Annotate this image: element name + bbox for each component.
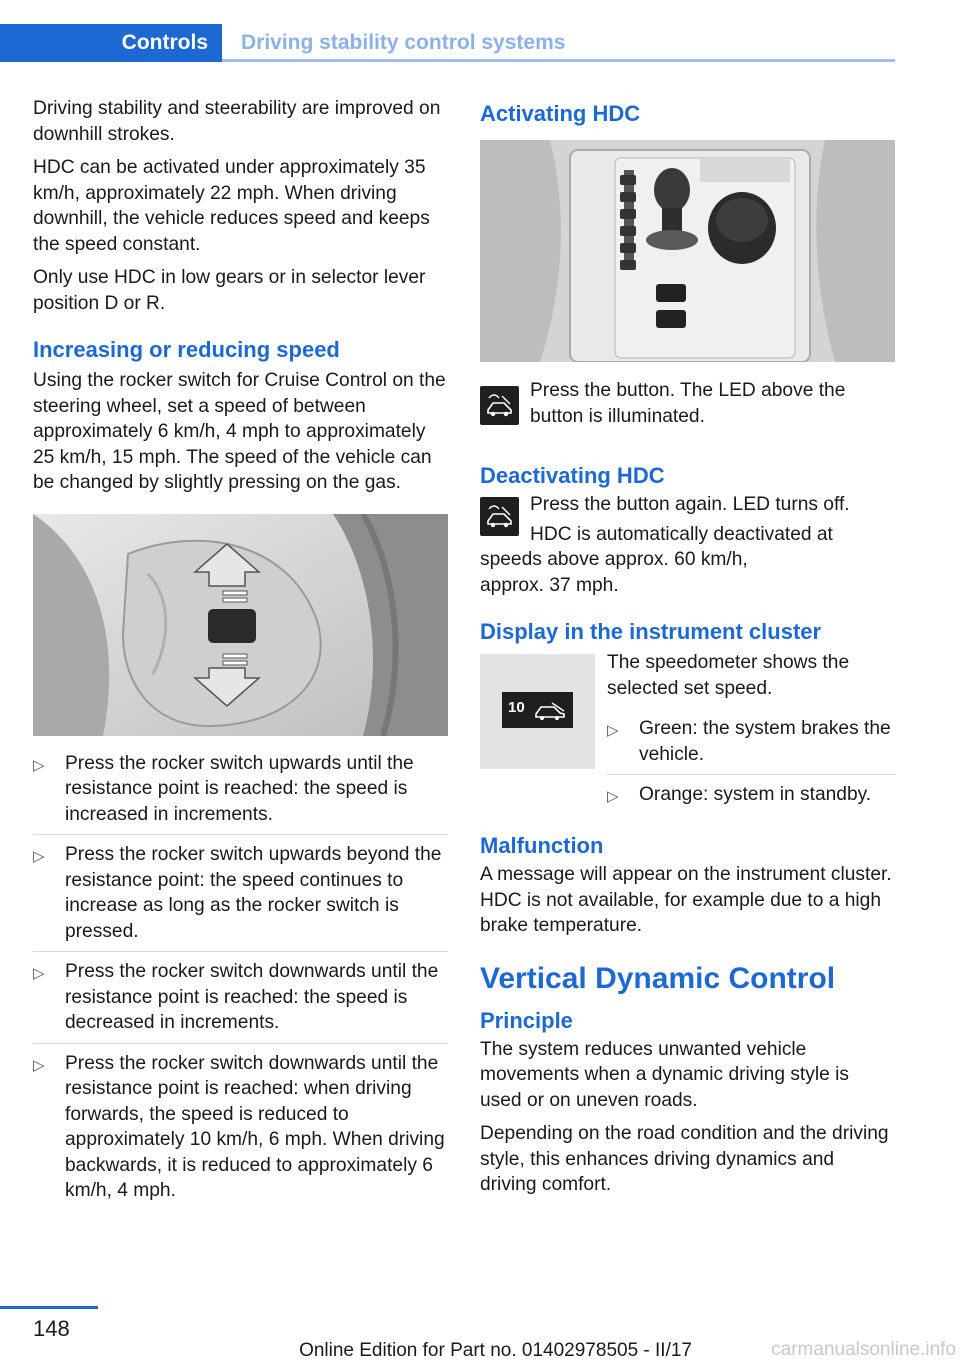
list-item: ▷ Press the rocker switch upwards beyond the resistance point: the speed continues to increase as long as the rocker switch is pressed. [33, 835, 448, 952]
activating-text: Press the button. The LED above the button is illuminated. [530, 380, 846, 427]
cluster-display-image [480, 654, 595, 769]
triangle-bullet-icon: ▷ [607, 788, 619, 805]
display-section [480, 650, 895, 810]
page-header [0, 24, 895, 62]
vdc-heading: Vertical Dynamic Control [480, 961, 836, 995]
section-title: Driving stability control systems [241, 31, 566, 54]
intro-paragraph-2: HDC can be activated under approximately 35 km/h, approximately 22 mph. When driving downhill, the vehicle reduces speed and keeps the speed constant. [33, 157, 430, 255]
triangle-bullet-icon: ▷ [33, 756, 45, 774]
list-item: ▷ Green: the system brakes the vehicle. [607, 709, 895, 775]
speed-paragraph: Using the rocker switch for Cruise Control on the steering wheel, set a speed of between approximately 6 km/h, 4 mph to approximately 25 km/h, 15 mph. The speed of the vehicle can be changed by slightly pressing on the gas. [33, 370, 446, 493]
principle-heading: Principle [480, 1007, 573, 1033]
display-text: The speedometer shows the selected set speed. [607, 652, 850, 699]
intro-paragraph-3: Only use HDC in low gears or in selector lever position D or R. [33, 267, 426, 314]
list-item: ▷ Orange: system in standby. [607, 775, 895, 815]
center-console-photo [480, 140, 895, 362]
header-rule [222, 59, 895, 62]
rocker-switch-photo [33, 514, 448, 736]
list-item: ▷ Press the rocker switch upwards until the resistance point is reached: the speed is increased in increments. [33, 744, 448, 836]
malfunction-heading: Malfunction [480, 833, 604, 858]
edition-label: Online Edition for Part no. 01402978505 - II/17 [299, 1340, 692, 1361]
hdc-button-icon [480, 386, 519, 425]
deactivating-heading: Deactivating HDC [480, 463, 665, 488]
hdc-button-icon [480, 497, 519, 536]
footer-rule [0, 1306, 98, 1309]
display-status-list [607, 709, 895, 815]
chapter-label: Controls [121, 31, 208, 54]
deactivating-text-2b: speeds above approx. 60 km/h, approx. 37 mph. [480, 549, 748, 596]
list-item: ▷ Press the rocker switch downwards until the resistance point is reached: when driving forwards, the speed is reduced to approximately 10 km/h, 6 mph. When driving backwards, it is reduced to approximately 6 km/h, 4 mph. [33, 1052, 445, 1201]
deactivating-text-2a: HDC is automatically deactivated at [530, 523, 833, 545]
chapter-tab [0, 24, 222, 62]
list-item: ▷ Press the rocker switch downwards until the resistance point is reached: the speed is decreased in increments. [33, 952, 448, 1044]
watermark: carmanualsonline.info [771, 1339, 956, 1360]
malfunction-text: A message will appear on the instrument cluster. HDC is not available, for example due to a high brake temperature. [480, 864, 892, 936]
left-column [33, 96, 448, 1211]
activating-heading: Activating HDC [480, 101, 641, 126]
display-heading: Display in the instrument cluster [480, 619, 822, 644]
deactivating-step [480, 492, 895, 598]
hdc-car-icon [532, 698, 570, 722]
set-speed-value: 10 [508, 699, 525, 716]
principle-text-2: Depending on the road condition and the driving style, this enhances driving dynamics and driving comfort. [480, 1123, 889, 1195]
deactivating-text-1: Press the button again. LED turns off. [530, 494, 850, 515]
intro-paragraph-1: Driving stability and steerability are improved on downhill strokes. [33, 98, 441, 145]
triangle-bullet-icon: ▷ [33, 1056, 45, 1074]
page-number: 148 [33, 1316, 70, 1341]
hdc-cluster-indicator [502, 692, 573, 728]
triangle-bullet-icon: ▷ [607, 722, 619, 739]
right-column [480, 96, 895, 1206]
speed-heading: Increasing or reducing speed [33, 337, 340, 362]
principle-text-1: The system reduces unwanted vehicle movements when a dynamic driving style is used or on uneven roads. [480, 1038, 849, 1111]
activating-step [480, 378, 895, 454]
triangle-bullet-icon: ▷ [33, 848, 45, 865]
triangle-bullet-icon: ▷ [33, 965, 45, 982]
rocker-instructions-list [33, 744, 448, 1211]
